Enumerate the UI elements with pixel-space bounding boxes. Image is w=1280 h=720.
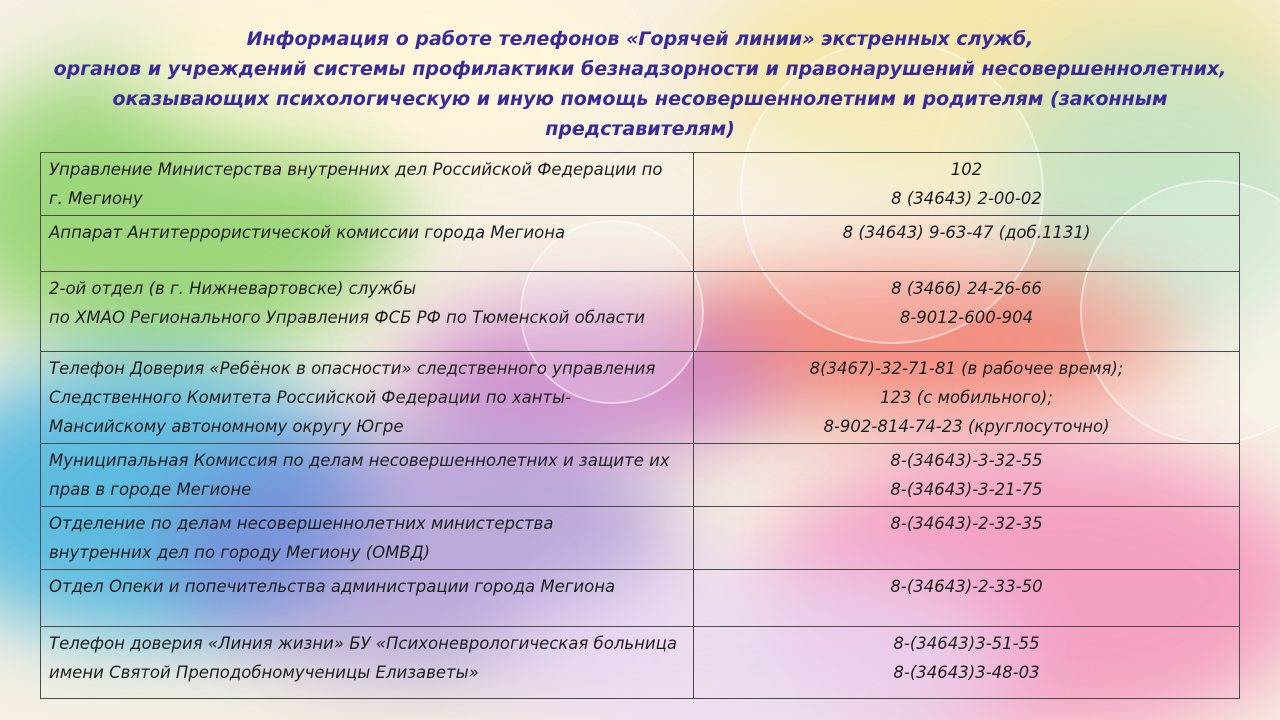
phone-number: 8 (34643) 2-00-02 <box>891 189 1042 208</box>
org-line: 2-ой отдел (в г. Нижневартовске) службы <box>49 279 417 298</box>
org-cell <box>41 444 694 507</box>
table-row <box>41 444 1240 507</box>
table-row <box>41 627 1240 699</box>
title-line: представителям) <box>545 118 735 140</box>
org-line: Муниципальная Комиссия по делам несовершеннолетних и защите их <box>49 451 670 470</box>
org-cell <box>41 153 694 216</box>
phone-cell <box>694 352 1240 444</box>
phone-cell <box>694 216 1240 272</box>
phone-number: 8-(34643)-2-32-35 <box>890 514 1043 533</box>
org-cell <box>41 570 694 627</box>
table-row <box>41 216 1240 272</box>
table-row <box>41 570 1240 627</box>
phone-number: 8-(34643)3-51-55 <box>893 634 1040 653</box>
phone-cell <box>694 507 1240 570</box>
phone-number: 8-9012-600-904 <box>899 308 1034 327</box>
org-cell <box>41 627 694 699</box>
org-line: Следственного Комитета Российской Федерации по ханты- <box>49 388 572 407</box>
hotline-table <box>40 152 1240 699</box>
table-row <box>41 507 1240 570</box>
phone-cell <box>694 627 1240 699</box>
title-line: Информация о работе телефонов «Горячей линии» экстренных служб, <box>246 28 1034 50</box>
table-row <box>41 272 1240 352</box>
org-cell <box>41 352 694 444</box>
phone-number: 8-902-814-74-23 (круглосуточно) <box>823 417 1110 436</box>
page-title <box>40 24 1240 144</box>
org-line: имени Святой Преподобномученицы Елизаветы» <box>49 663 479 682</box>
phone-number: 8 (34643) 9-63-47 (доб.1131) <box>842 223 1091 242</box>
phone-number: 8(3467)-32-71-81 (в рабочее время); <box>809 359 1124 378</box>
title-line: оказывающих психологическую и иную помощь несовершеннолетним и родителям (законным <box>112 88 1168 110</box>
phone-cell <box>694 444 1240 507</box>
org-line: внутренних дел по городу Мегиону (ОМВД) <box>49 543 431 562</box>
phone-number: 123 (с мобильного); <box>880 388 1053 407</box>
phone-cell <box>694 272 1240 352</box>
phone-cell <box>694 153 1240 216</box>
org-line: Телефон Доверия «Ребёнок в опасности» следственного управления <box>49 359 656 378</box>
phone-number: 8-(34643)-2-33-50 <box>890 577 1043 596</box>
title-line: органов и учреждений системы профилактики безнадзорности и правонарушений несовершеннолетних, <box>53 58 1227 80</box>
org-line: Аппарат Антитеррористической комиссии города Мегиона <box>49 223 566 242</box>
phone-number: 8-(34643)3-48-03 <box>893 663 1040 682</box>
phone-cell <box>694 570 1240 627</box>
table-row <box>41 352 1240 444</box>
org-line: Управление Министерства внутренних дел Российской Федерации по <box>49 160 663 179</box>
phone-number: 8 (3466) 24-26-66 <box>891 279 1042 298</box>
org-cell <box>41 216 694 272</box>
org-line: Отделение по делам несовершеннолетних министерства <box>49 514 554 533</box>
org-cell <box>41 507 694 570</box>
org-cell <box>41 272 694 352</box>
org-line: прав в городе Мегионе <box>49 480 252 499</box>
phone-number: 102 <box>950 160 983 179</box>
table-row <box>41 153 1240 216</box>
org-line: Отдел Опеки и попечительства администрации города Мегиона <box>49 577 616 596</box>
phone-number: 8-(34643)-3-32-55 <box>890 451 1043 470</box>
org-line: Мансийскому автономному округу Югре <box>49 417 404 436</box>
org-line: по ХМАО Регионального Управления ФСБ РФ по Тюменской области <box>49 308 645 327</box>
org-line: Телефон доверия «Линия жизни» БУ «Психоневрологическая больница <box>49 634 677 653</box>
phone-number: 8-(34643)-3-21-75 <box>890 480 1043 499</box>
org-line: г. Мегиону <box>49 189 143 208</box>
